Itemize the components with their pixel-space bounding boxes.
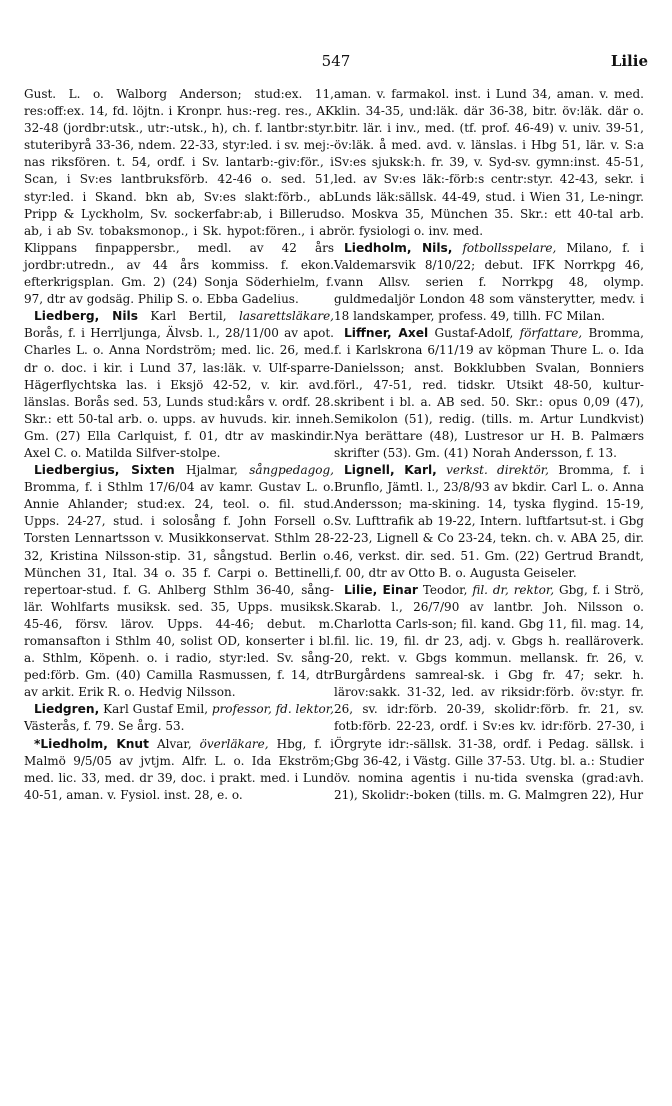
entry-text: Milano, f. i Valdemarsvik 8/10/22; debut. IFK Norrkpg 46, vann Allsv. serien f. Norrkpg 48, olymp. guldmedaljör London 48 som vänsterytter, medv. i 18 landskamper, profess. 49, tillh. FC Milan.	[334, 240, 644, 324]
entry-text: Bromma, f. i Sthlm 17/6/04 av kamr. Gustav L. o. Annie Ahlander; stud:ex. 24, teol. o. fil. stud. Upps. 24-27, stud. i solosång f. John Forsell o. Torsten Lennartsson v. Musikkonservat. Sthlm 28-32, Kristina Nilsson-stip. 31, sångstud. Berlin o. München 31, Ital. 34 o. 35 f. Carpi o. Bettinelli, repertoar-stud. f. G. Ahlberg Sthlm 36-40, sång-lär. Wohlfarts musiksk. sed. 35, Upps. musiksk. 45-46, försv. lärov. Upps. 44-46; debut. m. romansafton i Sthlm 40, solist OD, konserter i bl. a. Sthlm, Köpenh. o. i radio, styr:led. Sv. sång-ped:förb. Gm. (40) Camilla Rasmussen, f. 14, dtr av arkit. Erik R. o. Hedvig Nilsson.	[24, 480, 334, 700]
biography-entry	[334, 240, 644, 325]
entry-text: Bromma, f. i Brunflo, Jämtl. l., 23/8/93 av bkdir. Carl L. o. Anna Andersson; ma-skining. 14, tyska flygind. 15-19, Sv. Lufttrafik ab 19-22, Intern. luftfartsut-st. i Gbg 22-23, Lignell & Co 23-24, tekn. ch. v. ABA 25, dir. 46, verkst. dir. sed. 51. Gm. (22) Gertrud Brandt, f. 00, dtr av Otto B. o. Augusta Geiseler.	[334, 463, 644, 580]
entry-title: sångpedagog,	[249, 463, 334, 478]
biography-entry	[24, 86, 334, 308]
entry-given-names: Teodor,	[422, 582, 468, 597]
biography-entry	[334, 86, 644, 240]
entry-name: Lilie, Einar	[344, 582, 418, 597]
biography-entry	[24, 701, 334, 735]
entry-name: Liedholm, Nils,	[344, 240, 453, 255]
entry-given-names: Alvar,	[156, 736, 192, 751]
entry-name: Liffner, Axel	[344, 326, 429, 341]
entry-title: verkst. direktör,	[446, 463, 549, 478]
entry-given-names: Karl Gustaf Emil,	[103, 702, 209, 717]
left-column	[24, 86, 334, 804]
entry-given-names: Gustaf-Adolf,	[434, 326, 514, 341]
entry-name: Liedbergius, Sixten	[34, 463, 175, 478]
entry-text: Bromma, f. i Karlskrona 6/11/19 av köpman Thure L. o. Ida Danielsson; anst. Bokklubben Svalan, Bonniers förl., 47-51, red. tidskr. Utsikt 48-50, kultur-skribent i bl. a. AB sed. 50. Skr.: opus 0,09 (47), Semikolon (51), redig. (tills. m. Artur Lundkvist) Nya berättare (48), Lustresor ur H. B. Palmærs skrifter (53). Gm. (41) Norah Andersson, f. 13.	[334, 326, 644, 460]
entry-text: Västerås, f. 79. Se årg. 53.	[24, 719, 185, 734]
entry-title: lasarettsläkare,	[238, 309, 334, 324]
entry-name: Liedberg, Nils	[34, 309, 138, 324]
page-number: 547	[321, 52, 351, 70]
biography-entry	[24, 462, 334, 701]
entry-name: *Liedholm, Knut	[34, 736, 149, 751]
entry-text: Hbg, f. i Malmö 9/5/05 av jvtjm. Alfr. L. o. Ida Ekström; med. lic. 33, med. dr 39, doc. i prakt. med. i Lund 40-51, aman. v. Fysiol. inst. 28, e. o.	[24, 736, 334, 802]
running-head: Lilie	[610, 52, 648, 70]
biography-entry	[334, 462, 644, 582]
entry-name: Lignell, Karl,	[344, 463, 437, 478]
entry-text: aman. v. farmakol. inst. i Lund 34, aman. v. med. klin. 34-35, und:läk. där 36-38, bitr. öv:läk. där o. bitr. lär. i inv., med. (tf. prof. 46-49) v. univ. 39-51, öv:läk. å med. avd. v. länslas. i Hbg 51, lär. v. S:a Sv:es sjuksk:h. fr. 39, v. Syd-sv. gymn:inst. 45-51, led. av Sv:es läk:-förb:s centr:styr. 42-43, sekr. i Lunds läk:sällsk. 44-49, stud. i Wien 31, Le-ningr. o. Moskva 35, München 35. Skr.: ett 40-tal arb. rör. fysiologi o. inv. med.	[334, 87, 644, 238]
entry-title: författare,	[519, 326, 583, 341]
entry-title: överläkare,	[199, 736, 269, 751]
biography-entry	[24, 736, 334, 804]
entry-name: Liedgren,	[34, 702, 100, 717]
entry-text: Borås, f. i Herrljunga, Älvsb. l., 28/11/00 av apot. Charles L. o. Anna Nordström; med. lic. 26, med. dr o. doc. i kir. i Lund 37, las:läk. v. Ulf-sparre-Hägerflychtska las. i Eksjö 42-52, v. kir. avd. länslas. Borås sed. 53, Lunds stud:kårs v. ordf. 28. Skr.: ett 50-tal arb. o. upps. av huvuds. kir. inneh. Gm. (27) Ella Carlquist, f. 01, dtr av maskindir. Axel C. o. Matilda Silfver-stolpe.	[24, 326, 334, 460]
biography-entry	[334, 325, 644, 462]
biography-entry	[334, 582, 644, 804]
entry-text: Gust. L. o. Walborg Anderson; stud:ex. 11, res:off:ex. 14, fd. löjtn. i Kronpr. hus:-reg. res., AK 32-48 (jordbr:utsk., utr:-utsk., h), ch. f. lantbr:styr. stuteribyrå 33-36, ndem. 22-33, styr:led. i sv. mej:-nas riksfören. t. 54, ordf. i Sv. lantarb:-giv:för., i Scan, i Sv:es lantbruksförb. 42-46 o. sed. 51, styr:led. i Skand. bkn ab, Sv:es slakt:förb., ab Pripp & Lyckholm, Sv. sockerfabr:ab, i Billeruds ab, i ab Sv. tobaksmonop., i Sk. hypot:fören., i ab Klippans finpappersbr., medl. av 42 års jordbr:utredn., av 44 års kommiss. f. ekon. efterkrigsplan. Gm. 2) (24) Sonja Söderhielm, f. 97, dtr av godsäg. Philip S. o. Ebba Gadelius.	[24, 87, 334, 307]
entry-title: fil. dr, rektor,	[472, 582, 555, 597]
entry-given-names: Hjalmar,	[186, 463, 238, 478]
biography-entry	[24, 308, 334, 462]
entry-given-names: Karl Bertil,	[150, 309, 227, 324]
entry-text: Gbg, f. i Strö, Skarab. l., 26/7/90 av lantbr. Joh. Nilsson o. Charlotta Carls-son; fil. kand. Gbg 11, fil. mag. 14, fil. lic. 19, fil. dr 23, adj. v. Gbgs h. realläroverk. 20, rekt. v. Gbgs kommun. mellansk. fr. 26, v. Burgårdens samreal-sk. i Gbg fr. 47; sekr. h. lärov:sakk. 31-32, led. av riksidr:förb. öv:styr. fr. 26, sv. idr:förb. 20-39, skolidr:förb. fr. 21, sv. fotb:förb. 22-23, ordf. i Sv:es kv. idr:förb. 27-30, i Örgryte idr:-sällsk. 31-38, ordf. i Pedag. sällsk. i Gbg 36-42, i Västg. Gille 37-53. Utg. bl. a.: Studier öv. nomina agentis i nu-tida svenska (grad:avh. 21), Skolidr:-boken (tills. m. G. Malmgren 22), Hur	[334, 582, 644, 802]
entry-title: fotbollsspelare,	[462, 240, 557, 255]
entry-title: professor, fd. lektor,	[211, 702, 334, 717]
right-column	[334, 86, 644, 804]
